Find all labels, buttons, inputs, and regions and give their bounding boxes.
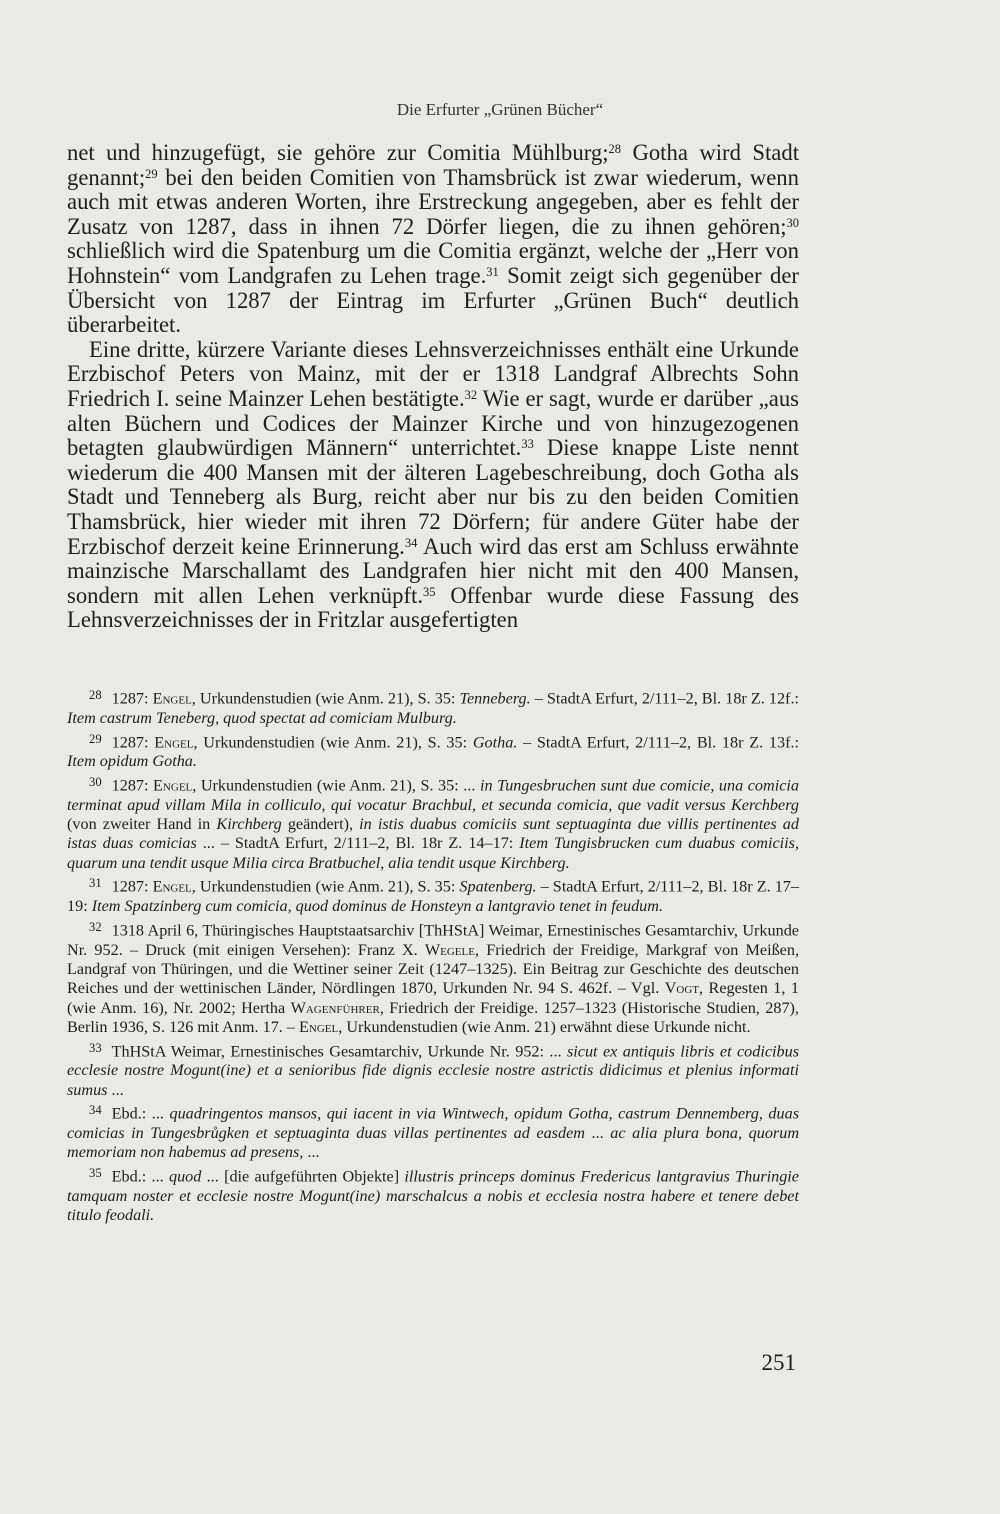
latin-quote: Item opidum Gotha. [67,752,197,771]
text-run: Wie er sagt, wurde er darüber „aus alten Büchern und Codices der Mainzer Kirche und von hinzugezogenen betagten glaubwürdigen Männern“ unterrichtet. [67,385,799,461]
text-run: ... – StadtA Erfurt, 2/111–2, Bl. 18r Z. 14–17: [196,834,520,853]
text-run: Somit zeigt sich gegenüber der Übersicht von 1287 der Eintrag im Erfurter „Grünen Buch“ deutlich überarbeitet. [67,262,799,338]
author-name: Engel [153,776,193,795]
text-run: 1287: [111,732,155,751]
footnote [67,1039,799,1100]
footnote-number: 32 [89,919,102,934]
latin-quote: Item castrum Teneberg, quod spectat ad comiciam Mulburg. [67,708,457,727]
footnote-ref: 34 [404,535,418,550]
text-run: ... [107,1080,124,1099]
page-number: 251 [761,1350,796,1375]
text-run: , Friedrich der Freidige. 1257–1323 (Historische Studien, 287), Berlin 1936, S. 126 mit Anm. 17. – [67,998,799,1036]
text-run: Offenbar wurde diese Fassung des Lehnsverzeichnisses der in Fritzlar ausgefertigten [67,582,800,633]
footnote [67,1101,799,1162]
text-run: Diese knappe Liste nennt wiederum die 400 Mansen mit der älteren Lagebeschreibung, doch Gotha als Stadt und Tenneberg als Burg, reicht aber nur bis zu den beiden Comitien Thamsbrück, hier wieder mit ihren 72 Dörfern; für andere Güter habe der Erzbischof derzeit keine Erinnerung. [67,435,799,559]
footnote [67,730,799,772]
footnote-number: 30 [89,775,102,790]
text-run: – StadtA Erfurt, 2/111–2, Bl. 18r Z. 17–19: [67,877,799,916]
footnote-ref: 35 [423,584,436,599]
text-run: , Regesten 1, 1 (wie Anm. 16), Nr. 2002; Hertha [67,979,799,1017]
author-name: Engel [299,1017,339,1036]
latin-quote: quadringentos mansos, qui iacent in via Wintwech, opidum Gotha, castrum Dennemberg, duas comicias in Tungesbrůgken et septuaginta duas villas pertinentes ad easdem [67,1104,800,1143]
footnote-ref: 31 [486,265,499,280]
footnote-ref: 30 [786,215,799,230]
text-run: Ebd.: ... [111,1104,170,1123]
footnote [67,686,799,728]
footnote-number: 28 [89,688,102,702]
text-run: 1318 April 6, Thüringisches Hauptstaatsarchiv [ThHStA] Weimar, Ernestinisches Gesamtarchiv, Urkunde Nr. 952. – Druck (mit einigen Versehen): Franz X. [67,921,799,959]
text-run: Auch wird das erst am Schluss erwähnte mainzische Marschallamt des Landgrafen hier nicht mit den 400 Mansen, sondern mit allen Lehen verknüpft. [67,533,799,608]
body-paragraph [67,338,799,633]
text-run: , Urkundenstudien (wie Anm. 21), S. 35: [193,732,473,751]
author-name: Engel [152,689,192,708]
text-run: 1287: [111,776,154,795]
text-run: – StadtA Erfurt, 2/111–2, Bl. 18r Z. 12f.: [530,689,799,708]
author-name: Wagenführer [290,998,380,1017]
text-run: – StadtA Erfurt, 2/111–2, Bl. 18r Z. 13f.: [517,732,800,751]
latin-quote: Gotha. [472,732,518,751]
latin-quote: Spatenberg. [459,877,537,896]
text-run: 1287: [111,689,153,708]
latin-quote: sicut ex antiquis libris et codicibus ecclesie nostre Mogunt(ine) et a senioribus fide dignis ecclesie nostre astrictis didicimus et plenius informati sumus [67,1042,800,1099]
latin-quote: quod [168,1167,202,1186]
text-run: ... [303,1143,320,1162]
body-paragraph [67,141,799,338]
footnote-ref: 32 [464,388,478,403]
footnote [67,773,799,873]
text-run: , Urkundenstudien (wie Anm. 21), S. 35: [191,689,460,708]
latin-quote: Item Tungisbrucken cum duabus comiciis, quarum una tendit usque Milia circa Bratbuchel, alia tendit usque Kirchberg. [67,834,799,872]
footnote-number: 31 [89,876,102,891]
footnote-number: 33 [89,1040,102,1055]
footnote-ref: 28 [608,142,621,157]
text-run: ... [584,1124,611,1143]
text-run: Gotha wird Stadt genannt; [67,140,799,190]
text-run: , Urkundenstudien (wie Anm. 21), S. 35: ... [192,776,480,795]
footnote-number: 29 [89,731,102,746]
text-run: schließlich wird die Spatenburg um die Comitia ergänzt, welche der „Herr von Hohnstein“ vom Landgrafen zu Lehen trage. [67,238,799,288]
text-run: (von zweiter Hand in [67,815,217,834]
text-run: 1287: [111,877,153,896]
main-text [67,141,799,633]
latin-quote: Kirchberg [216,815,282,834]
footnote-ref: 33 [521,437,534,452]
footnote-ref: 29 [145,166,158,181]
text-run: , Urkundenstudien (wie Anm. 21), S. 35: [191,877,460,896]
author-name: Vogt [664,979,700,998]
text-run: Ebd.: ... [111,1167,169,1186]
latin-quote: Item Spatzinberg cum comicia, quod dominus de Honsteyn a lantgravio tenet in feudum. [91,897,663,916]
footnote [67,874,799,916]
text-run: Eine dritte, kürzere Variante dieses Lehnsverzeichnisses enthält eine Urkunde Erzbischof Peters von Mainz, mit der er 1318 Landgraf Albrechts Sohn Friedrich I. seine Mainzer Lehen bestätigte. [67,336,799,411]
text-run: geändert), [281,815,360,834]
footnote [67,918,799,1037]
author-name: Wegele [424,940,475,959]
text-run: ... [die aufgeführten Objekte] [201,1167,405,1186]
text-run: , Urkundenstudien (wie Anm. 21) erwähnt diese Urkunde nicht. [338,1017,751,1036]
author-name: Engel [154,732,194,751]
latin-quote: in Tungesbruchen sunt due comicie, una comicia terminat apud villam Mila in colliculo, qui vocatur Brachbul, et secunda comicia, que vadit versus Kerchberg [67,776,799,814]
footnote [67,1164,799,1225]
text-run: ThHStA Weimar, Ernestinisches Gesamtarchiv, Urkunde Nr. 952: ... [111,1042,567,1061]
latin-quote: Tenneberg. [459,689,531,708]
latin-quote: illustris princeps dominus Fredericus lantgravius Thuringie tamquam noster et ecclesie nostre Mogunt(ine) marschalcus a nobis et ecclesia nostra habere et tenere debet titulo feodali. [67,1167,799,1225]
footnote-number: 35 [89,1166,102,1181]
footnotes [67,686,799,1227]
running-header: Die Erfurter „Grünen Bücher“ [396,100,604,119]
footnote-number: 34 [89,1103,102,1118]
text-run: net und hinzugefügt, sie gehöre zur Comitia Mühlburg; [67,140,609,165]
text-run: bei den beiden Comitien von Thamsbrück ist zwar wiederum, wenn auch mit etwas anderen Worten, ihre Erstreckung angegeben, aber es fehlt der Zusatz von 1287, dass in ihnen 72 Dörfer liegen, die zu ihnen gehören; [67,164,799,239]
latin-quote: in istis duabus comiciis sunt septuaginta due villis pertinentes ad istas duas comicias [67,815,799,853]
author-name: Engel [152,877,192,896]
latin-quote: ac alia plura bona, quorum memoriam non habemus ad presens, [67,1124,800,1162]
text-run: , Friedrich der Freidige, Markgraf von Meißen, Landgraf von Thüringen, und die Wettiner seiner Zeit (1247–1325). Ein Beitrag zur Geschichte des deutschen Reiches und der wettinischen Länder, Nördlingen 1870, Urkunden Nr. 94 S. 462f. – Vgl. [67,940,799,998]
